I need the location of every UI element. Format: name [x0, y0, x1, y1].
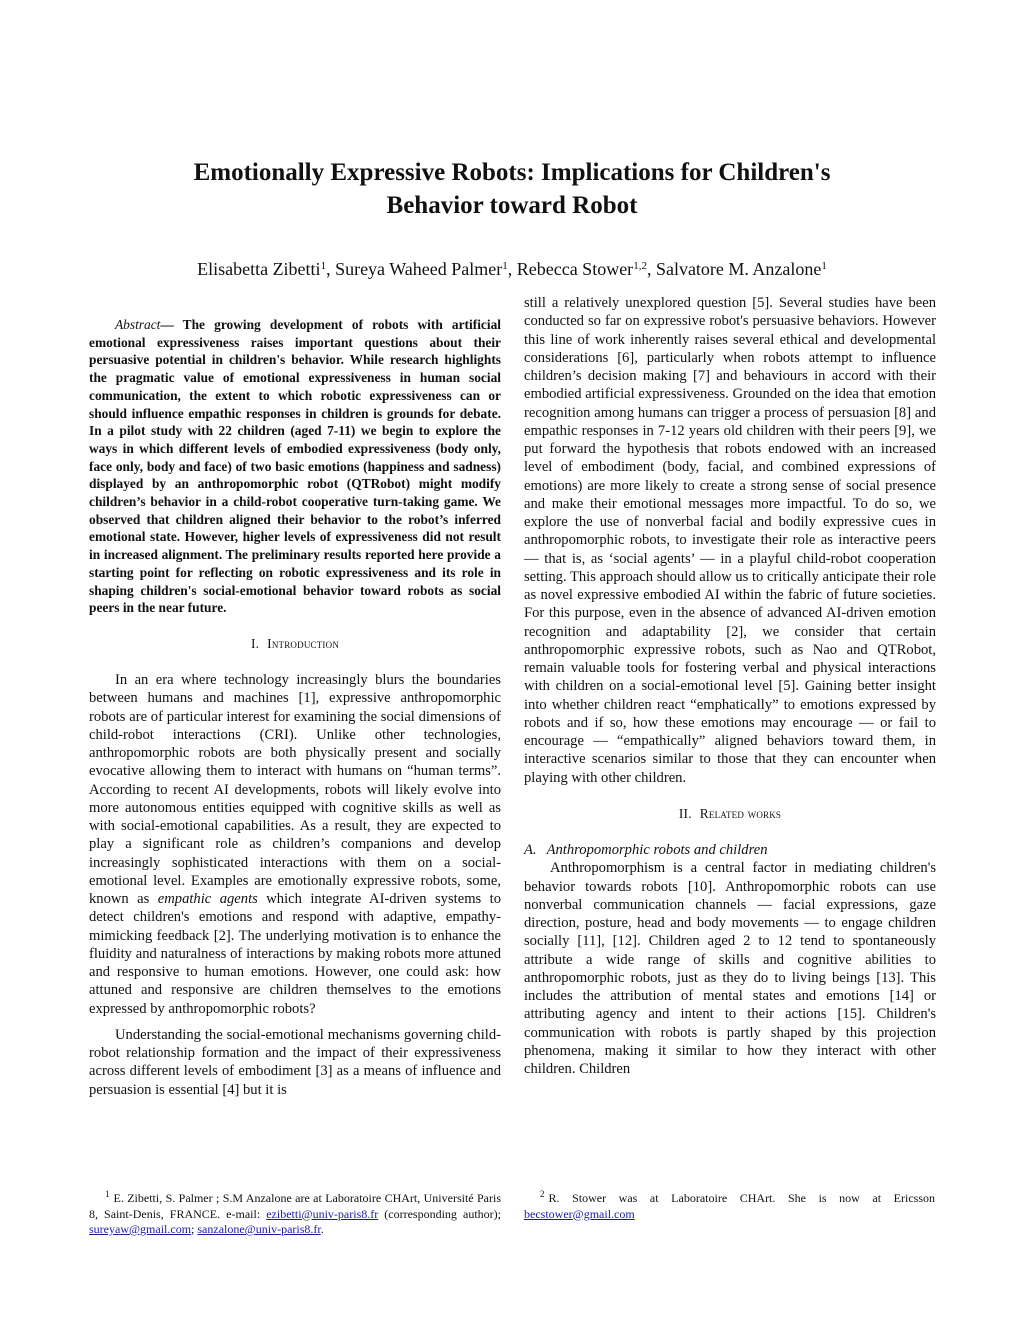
footnote-text: . [320, 1222, 324, 1236]
abstract-dash: — [160, 317, 183, 332]
author-name: Rebecca Stower [516, 259, 634, 279]
author-separator: , [507, 259, 517, 279]
author-name: Sureya Waheed Palmer [335, 259, 503, 279]
subsection-heading [524, 841, 936, 859]
intro-paragraph-2: Understanding the social-emotional mechanisms governing child-robot relationship formation and the impact of their expressiveness across different levels of embodiment [3] as a means of influence and persuasion is essential [4] but it is [89, 1026, 501, 1098]
abstract [89, 316, 501, 617]
paragraph-text: which integrate AI-driven systems to detect children's emotions and respond with adaptive, empathy-mimicking feedback [2]. The underlying motivation is to enhance the fluidity and naturalness of interactions by making robots more attuned and responsive to human emotions. However, one could ask: how attuned and responsive are children themselves to the emotions expressed by anthropomorphic robots? [89, 891, 502, 1017]
footnote-text: (corresponding author); [378, 1206, 501, 1221]
author-affiliation: 1 [320, 260, 327, 272]
subsection-number: A. [524, 842, 537, 858]
section-number: I. [250, 635, 260, 651]
footnote-2 [524, 1187, 935, 1222]
footnote-text: E. Zibetti, S. Palmer ; S.M Anzalone are at Laboratoire CHArt, Université Paris 8, Saint-Denis, FRANCE. e-mail: [89, 1191, 501, 1221]
paper-title [90, 156, 934, 222]
footnote-1 [89, 1187, 501, 1238]
section-title: Related works [699, 805, 782, 821]
right-column [524, 294, 936, 1078]
email-link[interactable]: ezibetti@univ-paris8.fr [266, 1206, 379, 1221]
email-link[interactable]: sureyaw@gmail.com [89, 1222, 192, 1236]
footnote-mark: 2 [540, 1189, 545, 1199]
intro-paragraph-1 [89, 671, 501, 1018]
title-line-2: Behavior toward Robot [386, 192, 638, 219]
author-separator: , [646, 259, 656, 279]
related-works-paragraph-1: Anthropomorphism is a central factor in mediating children's behavior towards robots [10]. Anthropomorphic robots can use nonverbal communication channels — facial expressions, gaze direction, posture, head and body movements — to engage children socially [11], [12]. Children aged 2 to 12 tend to spontaneously attribute a wide range of skills and cognitive abilities to anthropomorphic robots, just as they do to living beings [13]. This includes the attribution of mental states and emotions [14] or attributing agency and intent to their actions [15]. Children's communication with robots is partly shaped by this projection phenomena, making it similar to how they interact with other children. Children [524, 860, 936, 1077]
section-heading-related-works [524, 805, 936, 823]
footnote-text: R. Stower was at Laboratoire CHArt. She is now at Ericsson [548, 1191, 935, 1205]
author-separator: , [326, 259, 336, 279]
author-list [90, 257, 934, 281]
paragraph-text: In an era where technology increasingly blurs the boundaries between humans and machines [1], expressive anthropomorphic robots are of particular interest for examining the social dimensions of child-robot interactions (CRI). Unlike other technologies, anthropomorphic robots are both physically present and socially evocative allowing them to interact with humans on “human terms”. According to recent AI developments, robots will likely evolve into more autonomous entities equipped with cognitive skills as well as with social-emotional capabilities. As a result, they are expected to play a significant role as children’s companions and develop increasingly sophisticated interactions with them on a social-emotional level. Examples are emotionally expressive robots, some, known as [89, 672, 501, 908]
section-number: II. [678, 805, 692, 821]
footnote-text: ; [191, 1222, 198, 1236]
title-line-1: Emotionally Expressive Robots: Implications for Children's [193, 159, 831, 186]
author-affiliation: 1,2 [633, 260, 647, 272]
intro-paragraph-3: still a relatively unexplored question [5]. Several studies have been conducted so far on expressive robot's persuasive behaviors. However this line of work inherently raises several ethical and developmental considerations [6], particularly when robots attempt to influence children’s decision making [7] and behaviours in accord with their embodied artificial expressiveness. Grounded on the idea that emotion recognition among humans can trigger a process of persuasion [8] and empathic responses in 7-12 years old children with their peers [9], we put forward the hypothesis that robots endowed with an increased level of embodiment (body, facial, and combined expressions of emotions) are more likely to create a strong sense of social presence and make their emotional messages more impactful. To do so, we explore the use of nonverbal facial and bodily expressive cues in anthropomorphic robots, to investigate their role as interactive peers — that is, as ‘social agents’ — in a playful child-robot cooperation setting. This approach should allow us to critically anticipate their role as novel expressive embodied AI within the fabric of future societies. For this purpose, even in the absence of advanced AI-driven emotion recognition and adaptability [2], we consider that certain anthropomorphic expressive robots, such as Nao and QTRobot, remain valuable tools for fostering verbal and physical interactions with children on a social-emotional level [5]. Gaining better insight into whether children react “emphatically” to emotions expressed by robots and if so, how these emotions may encourage — or fail to encourage — “empathically” aligned behaviors toward them, in interactive scenarios similar to those that they can encounter when playing with other children. [524, 295, 936, 786]
email-link[interactable]: becstower@gmail.com [524, 1206, 635, 1221]
author-affiliation: 1 [502, 260, 508, 272]
author-name: Salvatore M. Anzalone [655, 259, 822, 279]
left-column [89, 316, 501, 1099]
section-heading-introduction [89, 635, 501, 653]
footnote-mark: 1 [105, 1189, 110, 1199]
author-affiliation: 1 [821, 260, 827, 272]
section-title: Introduction [267, 635, 340, 651]
subsection-title: Anthropomorphic robots and children [546, 842, 768, 858]
emphasized-term: empathic agents [157, 891, 258, 908]
author-name: Elisabetta Zibetti [197, 259, 321, 279]
abstract-label: Abstract [115, 317, 161, 332]
email-link[interactable]: sanzalone@univ-paris8.fr [197, 1222, 321, 1236]
abstract-text: The growing development of robots with artificial emotional expressiveness raises important questions about their persuasive potential in children's behavior. While research highlights the pragmatic value of emotional expressiveness in human social communication, the extent to which robotic expressiveness can or should influence empathic responses in children is grounds for debate. In a pilot study with 22 children (aged 7-11) we begin to explore the ways in which different levels of embodied expressiveness (body only, face only, body and face) of two basic emotions (happiness and sadness) displayed by an anthropomorphic robot (QTRobot) might modify children’s behavior in a child-robot cooperative turn-taking game. We observed that children aligned their behavior to the robot’s inferred emotional state. However, higher levels of expressiveness did not result in increased alignment. The preliminary results reported here provide a starting point for reflecting on robotic expressiveness and its role in shaping children's social-emotional behavior toward robots as social peers in the near future. [89, 317, 502, 616]
